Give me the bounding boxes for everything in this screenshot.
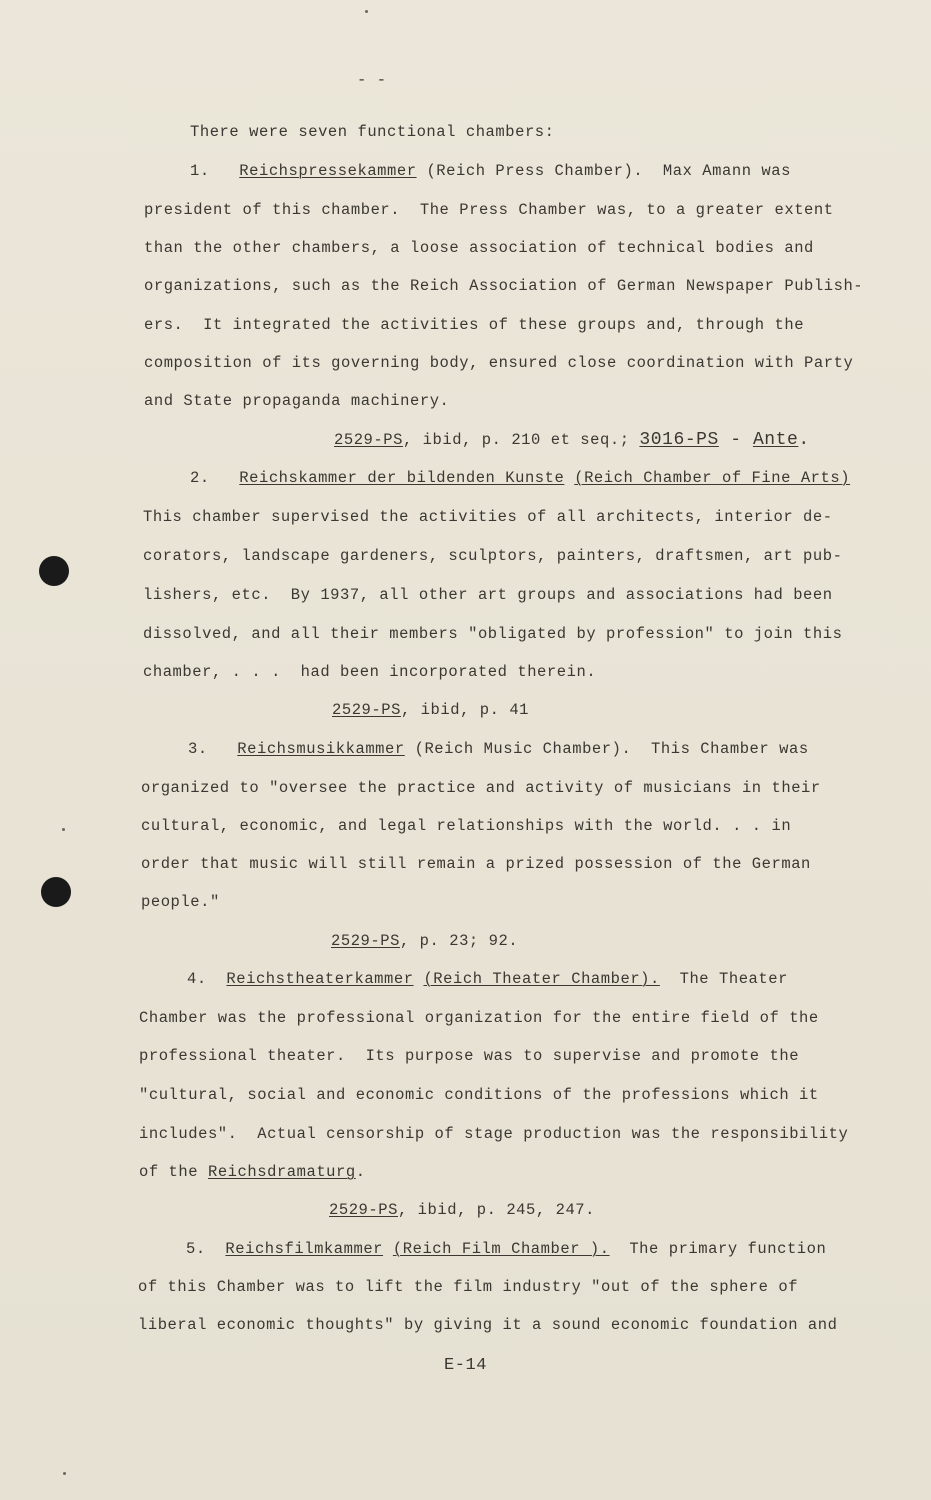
citation [334,430,810,450]
chamber-name: Reichsfilmkammer [225,1240,384,1258]
citation-document: 3016-PS [639,430,719,450]
citation-detail: , ibid, p. 210 et seq.; [402,431,640,449]
chamber-name: Reichstheaterkammer [226,970,414,988]
citation-detail: , ibid, p. 245, 247. [397,1201,595,1219]
body-line: than the other chambers, a loose association of technical bodies and [144,239,814,257]
body-line: organized to "oversee the practice and activity of musicians in their [141,779,821,797]
chamber-name: Reichskammer der bildenden Kunste [239,469,565,487]
body-line: composition of its governing body, ensured close coordination with Party [144,354,854,372]
citation-detail: , p. 23; 92. [399,932,519,950]
body-line: order that music will still remain a prized possession of the German [141,855,811,873]
chamber-3-heading [188,739,809,759]
citation-document: 2529-PS [334,431,403,449]
body-text: of the [139,1163,208,1181]
citation-detail: . [798,430,810,450]
body-line: corators, landscape gardeners, sculptors, painters, draftsmen, art pub- [143,547,843,565]
chamber-text: The primary function [629,1240,827,1258]
citation-detail: Ante [752,430,799,450]
body-line: president of this chamber. The Press Chamber was, to a greater extent [144,201,834,219]
term-reichsdramaturg: Reichsdramaturg [207,1163,356,1181]
chamber-1-heading [190,161,791,181]
stray-mark [63,1472,66,1475]
body-line: dissolved, and all their members "obligated by profession" to join this [143,625,843,643]
chamber-name-english: (Reich Theater Chamber). [423,970,660,988]
body-line: and State propaganda machinery. [144,392,450,410]
citation-detail: - [718,430,753,450]
citation-document: 2529-PS [331,932,400,950]
stray-mark [365,10,368,13]
header-mark: - - [357,71,387,89]
citation [332,700,529,720]
body-line: "cultural, social and economic conditions of the professions which it [139,1086,819,1104]
citation [329,1200,595,1220]
stray-mark [62,828,65,831]
punch-hole-bottom [41,877,71,907]
citation-document: 2529-PS [332,701,401,719]
body-line [139,1162,366,1182]
chamber-number: 4. [187,970,207,988]
body-line: includes". Actual censorship of stage production was the responsibility [139,1125,849,1143]
chamber-2-heading [190,468,850,488]
citation-detail: , ibid, p. 41 [400,701,530,719]
chamber-number: 3. [188,740,208,758]
chamber-4-heading [187,969,788,989]
citation-document: 2529-PS [329,1201,398,1219]
body-line: professional theater. Its purpose was to supervise and promote the [139,1047,800,1065]
body-line: of this Chamber was to lift the film industry "out of the sphere of [138,1278,799,1296]
body-line: liberal economic thoughts" by giving it a sound economic foundation and [138,1316,838,1334]
chamber-text: Max Amann was [662,162,791,180]
chamber-name: Reichsmusikkammer [237,740,405,758]
body-line: organizations, such as the Reich Association of German Newspaper Publish- [144,277,864,295]
chamber-text: The Theater [679,970,788,988]
page-number: E-14 [444,1356,488,1375]
chamber-number: 1. [190,162,210,180]
body-line: This chamber supervised the activities of all architects, interior de- [143,508,833,526]
chamber-text: This Chamber was [651,740,809,758]
body-line: Chamber was the professional organization for the entire field of the [139,1009,819,1027]
chamber-name: Reichspressekammer [239,162,417,180]
punch-hole-top [39,556,69,586]
chamber-5-heading [186,1239,826,1259]
body-text: . [355,1163,366,1181]
chamber-name-english: (Reich Chamber of Fine Arts) [574,469,851,487]
chamber-name-english: (Reich Film Chamber ). [392,1240,610,1258]
chamber-name-english: (Reich Press Chamber). [426,162,644,180]
body-line: cultural, economic, and legal relationships with the world. . . in [141,817,792,835]
chamber-number: 5. [186,1240,206,1258]
body-line: ers. It integrated the activities of these groups and, through the [144,316,805,334]
body-line: people." [141,893,220,911]
body-line: chamber, . . . had been incorporated therein. [143,663,597,681]
citation [331,931,518,951]
intro-text: There were seven functional chambers: [190,123,555,141]
chamber-name-english: (Reich Music Chamber). [414,740,632,758]
chamber-number: 2. [190,469,210,487]
body-line: lishers, etc. By 1937, all other art groups and associations had been [143,586,833,604]
